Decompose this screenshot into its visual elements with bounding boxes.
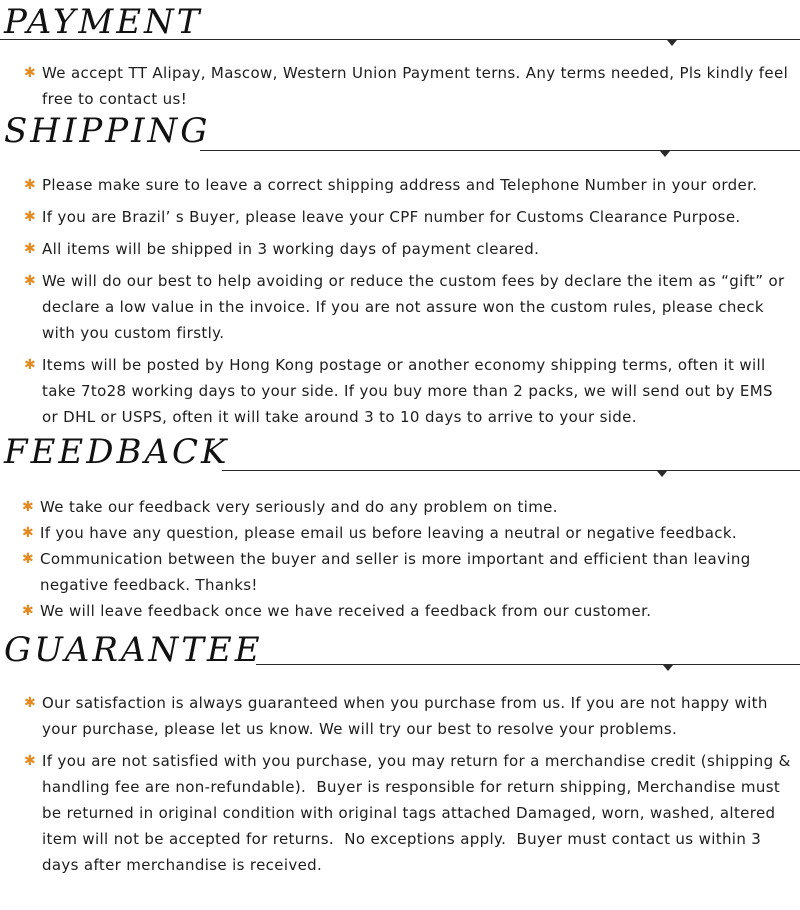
list-item-text: Communication between the buyer and seller is more important and efficient than leaving negative feedback. Thanks! bbox=[40, 550, 756, 594]
list-item bbox=[22, 598, 792, 624]
asterisk-bullet-icon: ✱ bbox=[24, 209, 37, 225]
list-item-text: We will leave feedback once we have received a feedback from our customer. bbox=[40, 602, 652, 620]
guarantee-list bbox=[24, 690, 796, 878]
asterisk-bullet-icon: ✱ bbox=[24, 695, 37, 711]
asterisk-bullet-icon: ✱ bbox=[22, 551, 35, 567]
list-item-text: If you have any question, please email us before leaving a neutral or negative feedback. bbox=[40, 524, 738, 542]
list-item bbox=[24, 268, 792, 346]
feedback-divider bbox=[222, 470, 800, 471]
asterisk-bullet-icon: ✱ bbox=[22, 525, 35, 541]
payment-list bbox=[24, 60, 792, 112]
list-item bbox=[24, 172, 792, 198]
list-item-text: We will do our best to help avoiding or reduce the custom fees by declare the item as “gift” or declare a low value in the invoice. If you are not assure won the custom rules, please check with you custom firstly. bbox=[42, 272, 790, 342]
shipping-divider-notch-icon bbox=[660, 151, 670, 157]
shipping-heading: SHIPPING bbox=[4, 111, 211, 151]
asterisk-bullet-icon: ✱ bbox=[22, 603, 35, 619]
list-item-text: If you are Brazil’ s Buyer, please leave your CPF number for Customs Clearance Purpose. bbox=[42, 208, 741, 226]
asterisk-bullet-icon: ✱ bbox=[22, 499, 35, 515]
asterisk-bullet-icon: ✱ bbox=[24, 273, 37, 289]
list-item bbox=[22, 546, 792, 598]
asterisk-bullet-icon: ✱ bbox=[24, 177, 37, 193]
list-item bbox=[22, 520, 792, 546]
list-item-text: All items will be shipped in 3 working days of payment cleared. bbox=[42, 240, 540, 258]
feedback-heading: FEEDBACK bbox=[4, 432, 230, 472]
payment-divider-notch-icon bbox=[667, 40, 677, 46]
list-item bbox=[24, 60, 792, 112]
list-item-text: Items will be posted by Hong Kong postage or another economy shipping terms, often it will take 7to28 working days to your side. If you buy more than 2 packs, we will send out by EMS or DHL or USPS, often it will take around 3 to 10 days to arrive to your side. bbox=[42, 356, 779, 426]
guarantee-divider-notch-icon bbox=[663, 665, 673, 671]
list-item-text: We take our feedback very seriously and do any problem on time. bbox=[40, 498, 558, 516]
list-item bbox=[24, 748, 796, 878]
asterisk-bullet-icon: ✱ bbox=[24, 65, 37, 81]
shipping-divider bbox=[200, 150, 800, 151]
guarantee-divider bbox=[256, 664, 800, 665]
list-item bbox=[24, 204, 792, 230]
asterisk-bullet-icon: ✱ bbox=[24, 241, 37, 257]
list-item-text: Please make sure to leave a correct shipping address and Telephone Number in your order. bbox=[42, 176, 758, 194]
list-item-text: If you are not satisfied with you purchase, you may return for a merchandise credit (shipping & handling fee are non-refundable). Buyer is responsible for return shipping, Merchandise must be returned in original condition with original tags attached Damaged, worn, washed, altered item will not be accepted for returns. No exceptions apply. Buyer must contact us within 3 days after merchandise is received. bbox=[42, 752, 796, 874]
shipping-list bbox=[24, 172, 792, 430]
payment-divider bbox=[0, 39, 800, 40]
payment-heading: PAYMENT bbox=[4, 2, 203, 42]
list-item bbox=[24, 236, 792, 262]
list-item-text: Our satisfaction is always guaranteed when you purchase from us. If you are not happy with your purchase, please let us know. We will try our best to resolve your problems. bbox=[42, 694, 773, 738]
list-item bbox=[24, 352, 792, 430]
asterisk-bullet-icon: ✱ bbox=[24, 357, 37, 373]
list-item bbox=[24, 690, 792, 742]
list-item-text: We accept TT Alipay, Mascow, Western Union Payment terns. Any terms needed, Pls kindly feel free to contact us! bbox=[42, 64, 794, 108]
guarantee-heading: GUARANTEE bbox=[4, 630, 263, 670]
feedback-list bbox=[22, 494, 792, 624]
asterisk-bullet-icon: ✱ bbox=[24, 753, 37, 769]
feedback-divider-notch-icon bbox=[657, 471, 667, 477]
list-item bbox=[22, 494, 792, 520]
